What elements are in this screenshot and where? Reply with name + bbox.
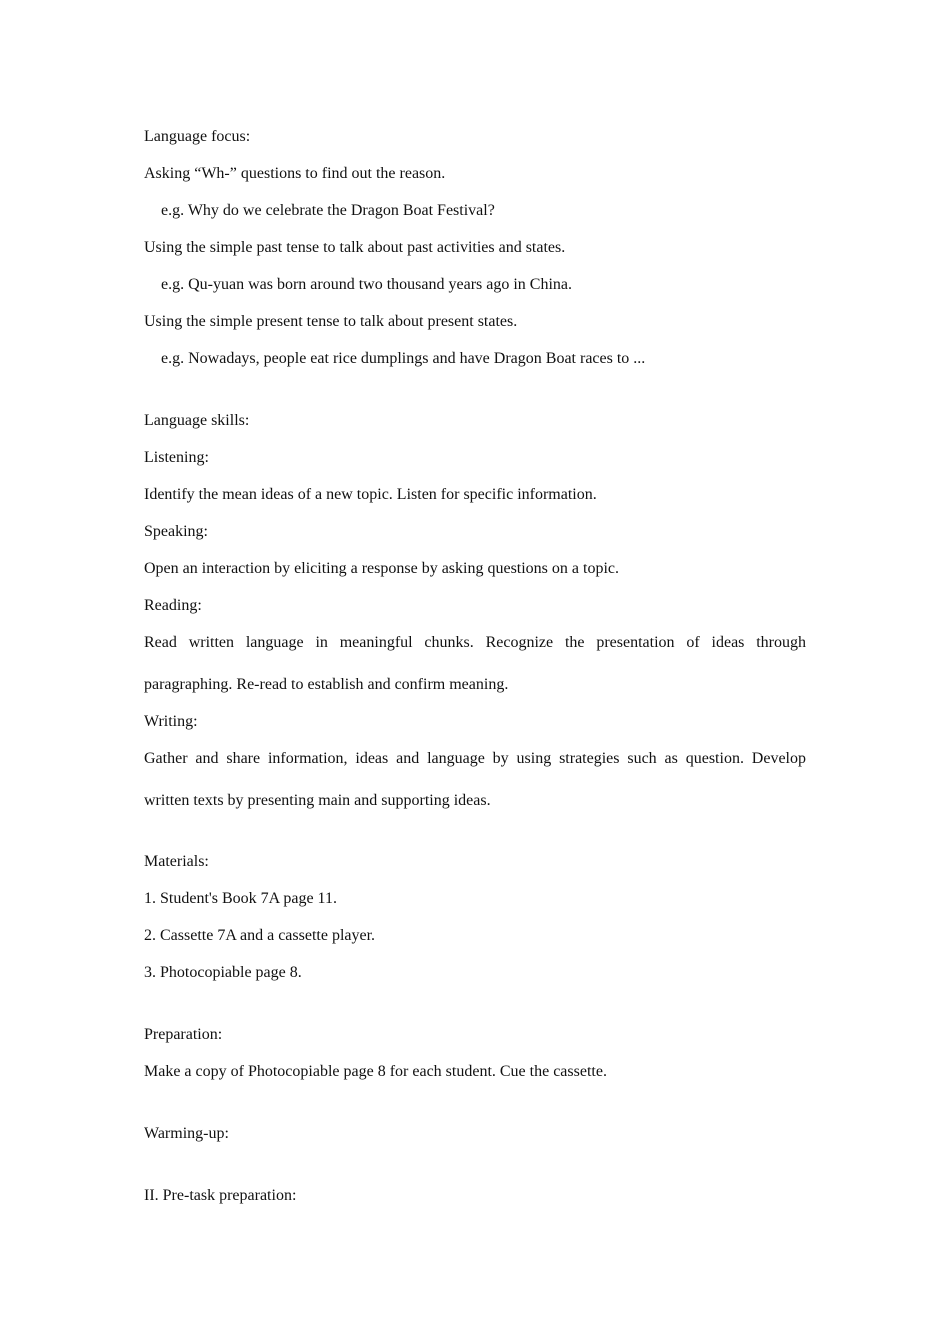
speaking-text: Open an interaction by eliciting a response by asking questions on a topic. bbox=[144, 560, 619, 577]
listening-text: Identify the mean ideas of a new topic. Listen for specific information. bbox=[144, 486, 597, 503]
listening-label: Listening: bbox=[144, 449, 209, 466]
language-focus-example: e.g. Qu-yuan was born around two thousand years ago in China. bbox=[161, 276, 573, 293]
reading-text-line-1: Read written language in meaningful chunks. Recognize the presentation of ideas through bbox=[144, 634, 806, 651]
language-focus-item: Using the simple past tense to talk about past activities and states. bbox=[144, 239, 566, 256]
writing-text-line-1: Gather and share information, ideas and language by using strategies such as question. Develop bbox=[144, 750, 806, 767]
preparation-heading: Preparation: bbox=[144, 1026, 223, 1043]
reading-text-line-2: paragraphing. Re-read to establish and confirm meaning. bbox=[144, 676, 509, 693]
pre-task-heading: II. Pre-task preparation: bbox=[144, 1187, 297, 1204]
preparation-text: Make a copy of Photocopiable page 8 for each student. Cue the cassette. bbox=[144, 1063, 607, 1080]
language-skills-heading: Language skills: bbox=[144, 412, 250, 429]
language-focus-heading: Language focus: bbox=[144, 128, 251, 145]
materials-item: 3. Photocopiable page 8. bbox=[144, 964, 302, 981]
reading-label: Reading: bbox=[144, 597, 202, 614]
materials-item: 1. Student's Book 7A page 11. bbox=[144, 890, 337, 907]
materials-heading: Materials: bbox=[144, 853, 209, 870]
materials-item: 2. Cassette 7A and a cassette player. bbox=[144, 927, 376, 944]
language-focus-item: Asking “Wh-” questions to find out the reason. bbox=[144, 165, 446, 182]
language-focus-item: Using the simple present tense to talk about present states. bbox=[144, 313, 518, 330]
language-focus-example: e.g. Nowadays, people eat rice dumplings and have Dragon Boat races to ... bbox=[161, 350, 646, 367]
warming-up-heading: Warming-up: bbox=[144, 1125, 229, 1142]
speaking-label: Speaking: bbox=[144, 523, 208, 540]
writing-text-line-2: written texts by presenting main and supporting ideas. bbox=[144, 792, 491, 809]
language-focus-example: e.g. Why do we celebrate the Dragon Boat Festival? bbox=[161, 202, 495, 219]
writing-label: Writing: bbox=[144, 713, 198, 730]
